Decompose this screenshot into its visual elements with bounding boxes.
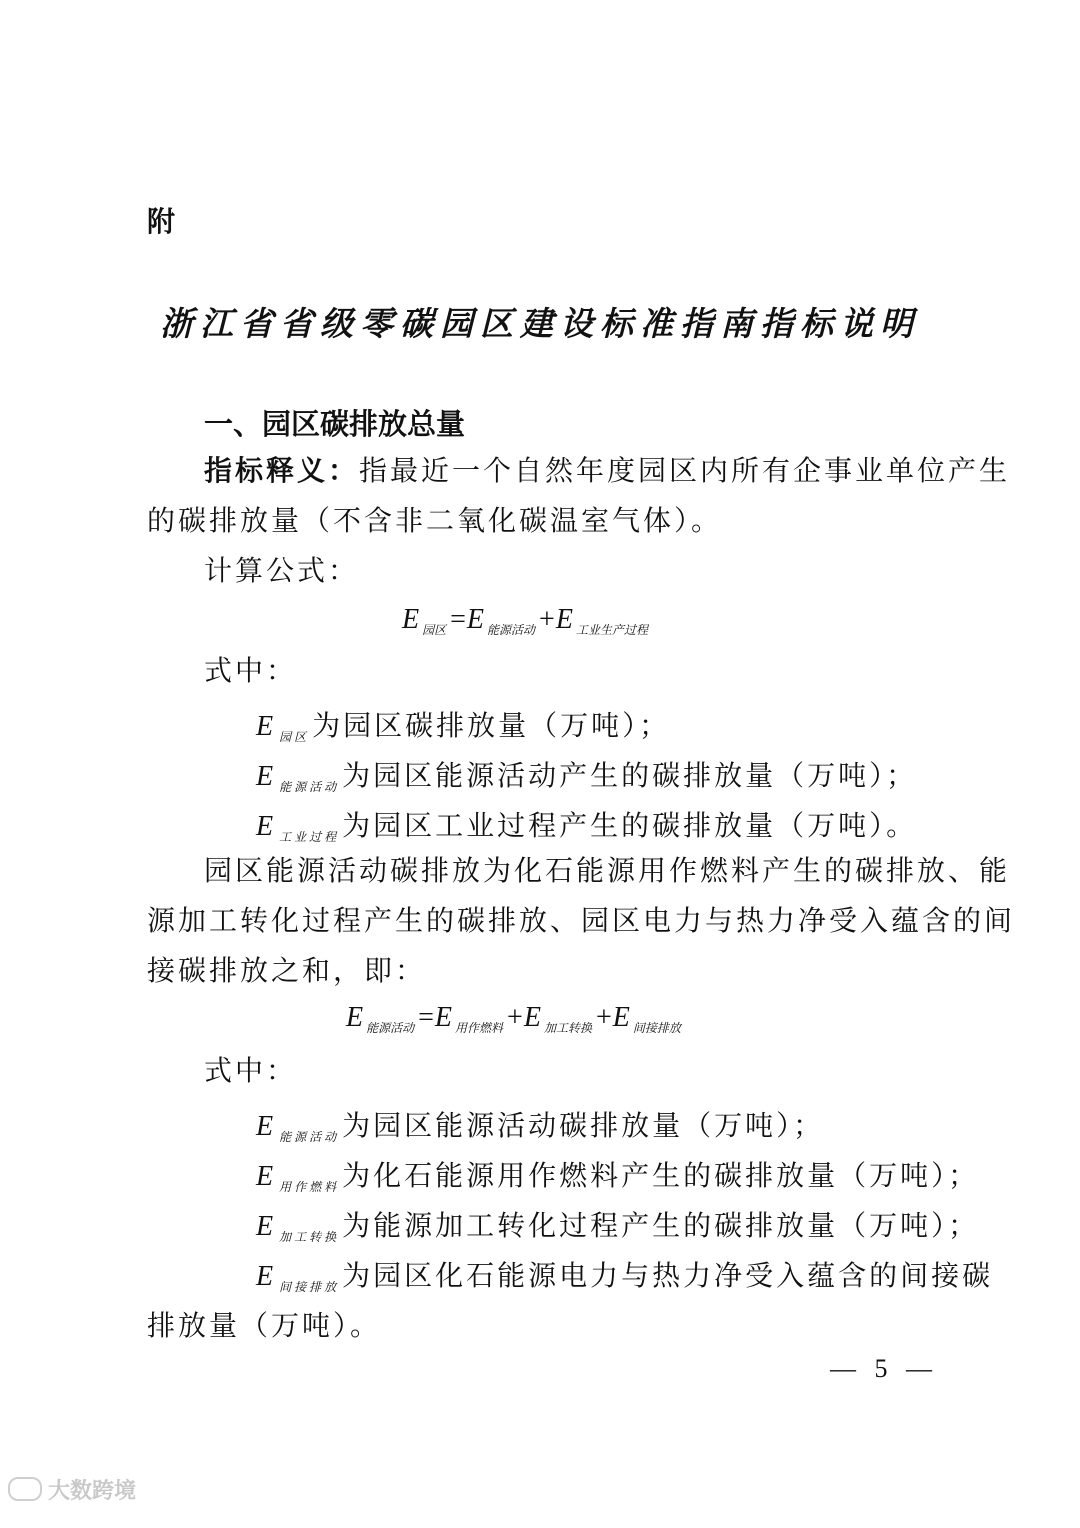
definition-text: 为园区能源活动产生的碳排放量（万吨）； [342,759,918,792]
definition-text-1: 指最近一个自然年度园区内所有企事业单位产生 [359,454,1011,487]
definition-text: 为能源加工转化过程产生的碳排放量（万吨）； [342,1209,980,1242]
formula-plus: + [539,604,555,635]
formula-plus: + [507,1002,523,1033]
formula-var: E [555,604,573,635]
formula-eq: = [450,604,466,635]
variable-definition [256,1204,979,1245]
calc-formula-label: 计算公式： [204,554,360,587]
formula-sub: 工业生产过程 [575,623,648,637]
formula-var: E [256,1211,277,1242]
variable-definition [256,1254,993,1295]
formula-sub: 工业过程 [279,830,340,844]
variable-definition [256,704,670,745]
formula-sub: 用作燃料 [279,1180,340,1194]
formula-energy-activity [346,1002,684,1036]
variable-definition [256,1104,824,1145]
variable-definition [256,804,917,845]
watermark-logo-icon [8,1477,42,1501]
formula-var: E [466,604,485,635]
definition-text: 为园区化石能源电力与热力净受入蕴含的间接碳 [342,1259,994,1292]
formula-sub: 用作燃料 [455,1021,504,1035]
formula-sub: 间接排放 [279,1280,340,1294]
formula-park-total [402,604,651,638]
definition-line-1 [204,446,1010,496]
watermark-text: 大数跨境 [48,1479,137,1504]
definition-continuation: 排放量（万吨）。 [147,1309,382,1342]
formula-sub: 能源活动 [487,623,536,637]
formula-sub: 能源活动 [279,1130,340,1144]
formula-var: E [256,1261,277,1292]
formula-var: E [612,1002,630,1033]
formula-sub: 能源活动 [366,1021,415,1035]
formula-sub: 加工转换 [543,1021,592,1035]
formula-var: E [434,1002,453,1033]
paragraph-line: 接碳排放之和，即： [147,954,427,987]
formula-var: E [256,711,277,742]
paragraph-line: 园区能源活动碳排放为化石能源用作燃料产生的碳排放、能 [204,854,1011,887]
document-title: 浙江省省级零碳园区建设标准指南指标说明 [160,304,920,343]
formula-sub: 能源活动 [279,780,340,794]
definition-line-2: 的碳排放量（不含非二氧化碳温室气体）。 [147,504,723,537]
formula-var: E [256,1111,277,1142]
formula-sub: 加工转换 [279,1230,340,1244]
attachment-label: 附 [147,205,176,238]
page-number: — 5 — [830,1354,938,1383]
where-label-1: 式中： [204,654,298,687]
variable-definition [256,1154,979,1195]
formula-eq: = [418,1002,434,1033]
definition-label: 指标释义： [204,454,360,487]
formula-var: E [256,1161,277,1192]
definition-text: 为园区碳排放量（万吨）； [312,709,671,742]
formula-var: E [402,604,420,635]
watermark [8,1474,136,1505]
definition-text: 为园区能源活动碳排放量（万吨）； [342,1109,825,1142]
formula-var: E [346,1002,364,1033]
formula-var: E [256,811,277,842]
formula-sub: 园区 [422,623,447,637]
formula-sub: 间接排放 [632,1021,681,1035]
where-label-2: 式中： [204,1054,298,1087]
paragraph-line: 源加工转化过程产生的碳排放、园区电力与热力净受入蕴含的间 [147,904,1016,937]
formula-plus: + [595,1002,612,1033]
formula-var: E [523,1002,541,1033]
formula-sub: 园区 [279,730,310,744]
definition-text: 为化石能源用作燃料产生的碳排放量（万吨）； [342,1159,980,1192]
formula-var: E [256,761,277,792]
variable-definition [256,754,917,795]
definition-text: 为园区工业过程产生的碳排放量（万吨）。 [342,809,918,842]
section-heading: 一、园区碳排放总量 [204,407,466,441]
